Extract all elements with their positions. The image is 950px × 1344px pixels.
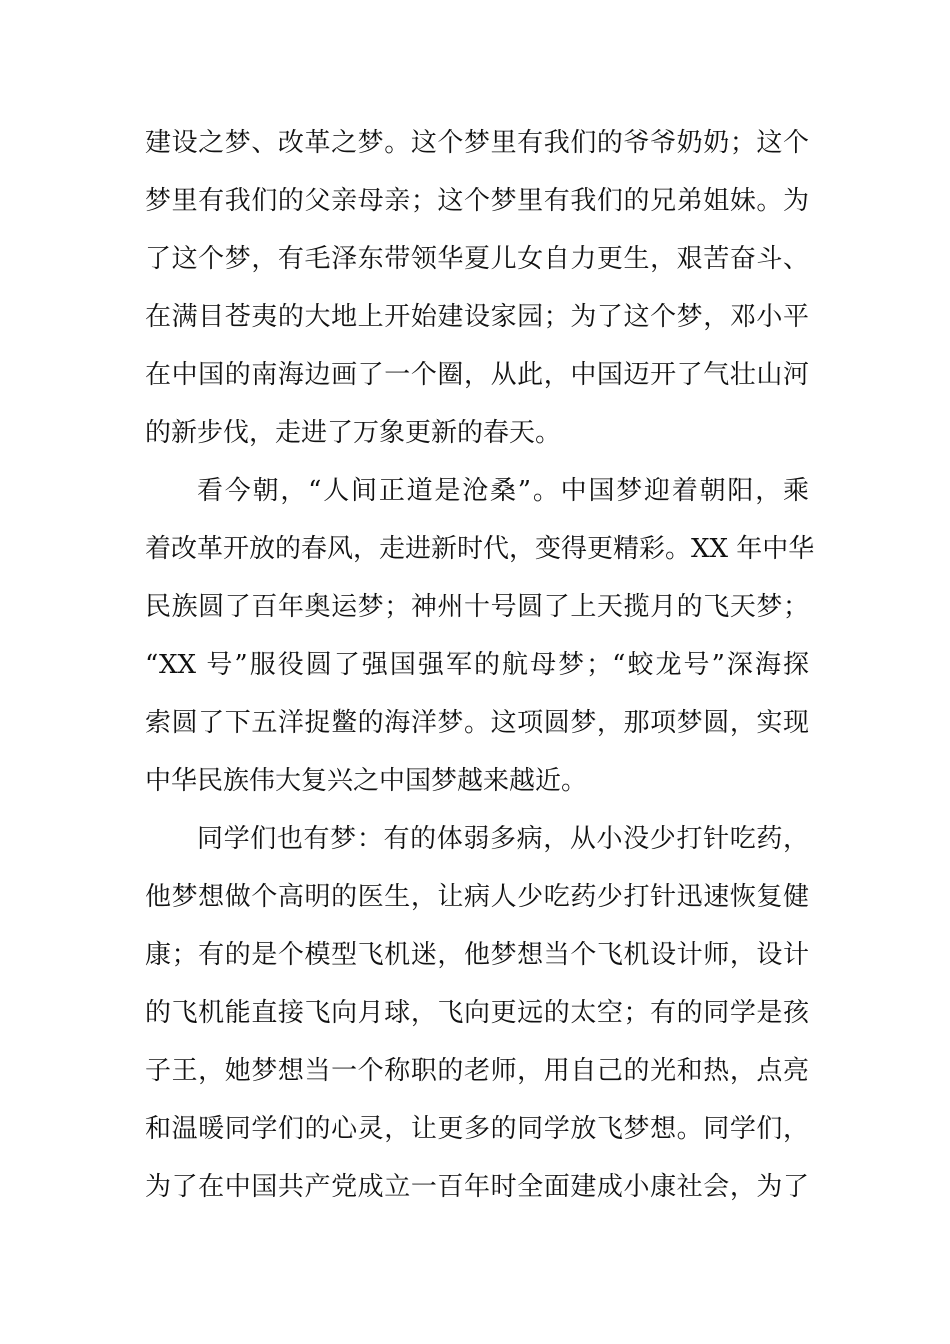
paragraph-3-line-7: 为了在中国共产党成立一百年时全面建成小康社会，为了 (145, 1172, 809, 1202)
paragraph-2-line-4: “XX 号”服役圆了强国强军的航母梦；“蛟龙号”深海探 (145, 650, 809, 680)
paragraph-2-line-3: 民族圆了百年奥运梦；神州十号圆了上天揽月的飞天梦； (145, 592, 809, 622)
paragraph-1-line-6: 的新步伐，走进了万象更新的春天。 (145, 418, 562, 448)
paragraph-1-line-5: 在中国的南海边画了一个圈，从此，中国迈开了气壮山河 (145, 360, 809, 390)
paragraph-3-line-5: 子王，她梦想当一个称职的老师，用自己的光和热，点亮 (145, 1056, 809, 1086)
paragraph-1-line-3: 了这个梦，有毛泽东带领华夏儿女自力更生，艰苦奋斗、 (145, 244, 809, 274)
paragraph-3-line-4: 的飞机能直接飞向月球，飞向更远的太空；有的同学是孩 (145, 998, 809, 1028)
paragraph-1-line-4: 在满目苍夷的大地上开始建设家园；为了这个梦，邓小平 (145, 302, 809, 332)
paragraph-3-line-1: 同学们也有梦：有的体弱多病，从小没少打针吃药， (197, 824, 809, 854)
paragraph-2-line-6: 中华民族伟大复兴之中国梦越来越近。 (145, 766, 588, 796)
paragraph-2-line-1: 看今朝，“人间正道是沧桑”。中国梦迎着朝阳，乘 (197, 476, 809, 506)
paragraph-2-line-5: 索圆了下五洋捉鳖的海洋梦。这项圆梦，那项梦圆，实现 (145, 708, 809, 738)
paragraph-3-line-3: 康；有的是个模型飞机迷，他梦想当个飞机设计师，设计 (145, 940, 809, 970)
document-body (145, 114, 815, 1216)
paragraph-3-line-2: 他梦想做个高明的医生，让病人少吃药少打针迅速恢复健 (145, 882, 809, 912)
paragraph-2-line-2: 着改革开放的春风，走进新时代，变得更精彩。XX 年中华 (145, 534, 815, 564)
paragraph-3-line-6: 和温暖同学们的心灵，让更多的同学放飞梦想。同学们， (145, 1114, 809, 1144)
paragraph-1-line-1: 建设之梦、改革之梦。这个梦里有我们的爷爷奶奶；这个 (145, 128, 809, 158)
paragraph-1-line-2: 梦里有我们的父亲母亲；这个梦里有我们的兄弟姐妹。为 (145, 186, 809, 216)
